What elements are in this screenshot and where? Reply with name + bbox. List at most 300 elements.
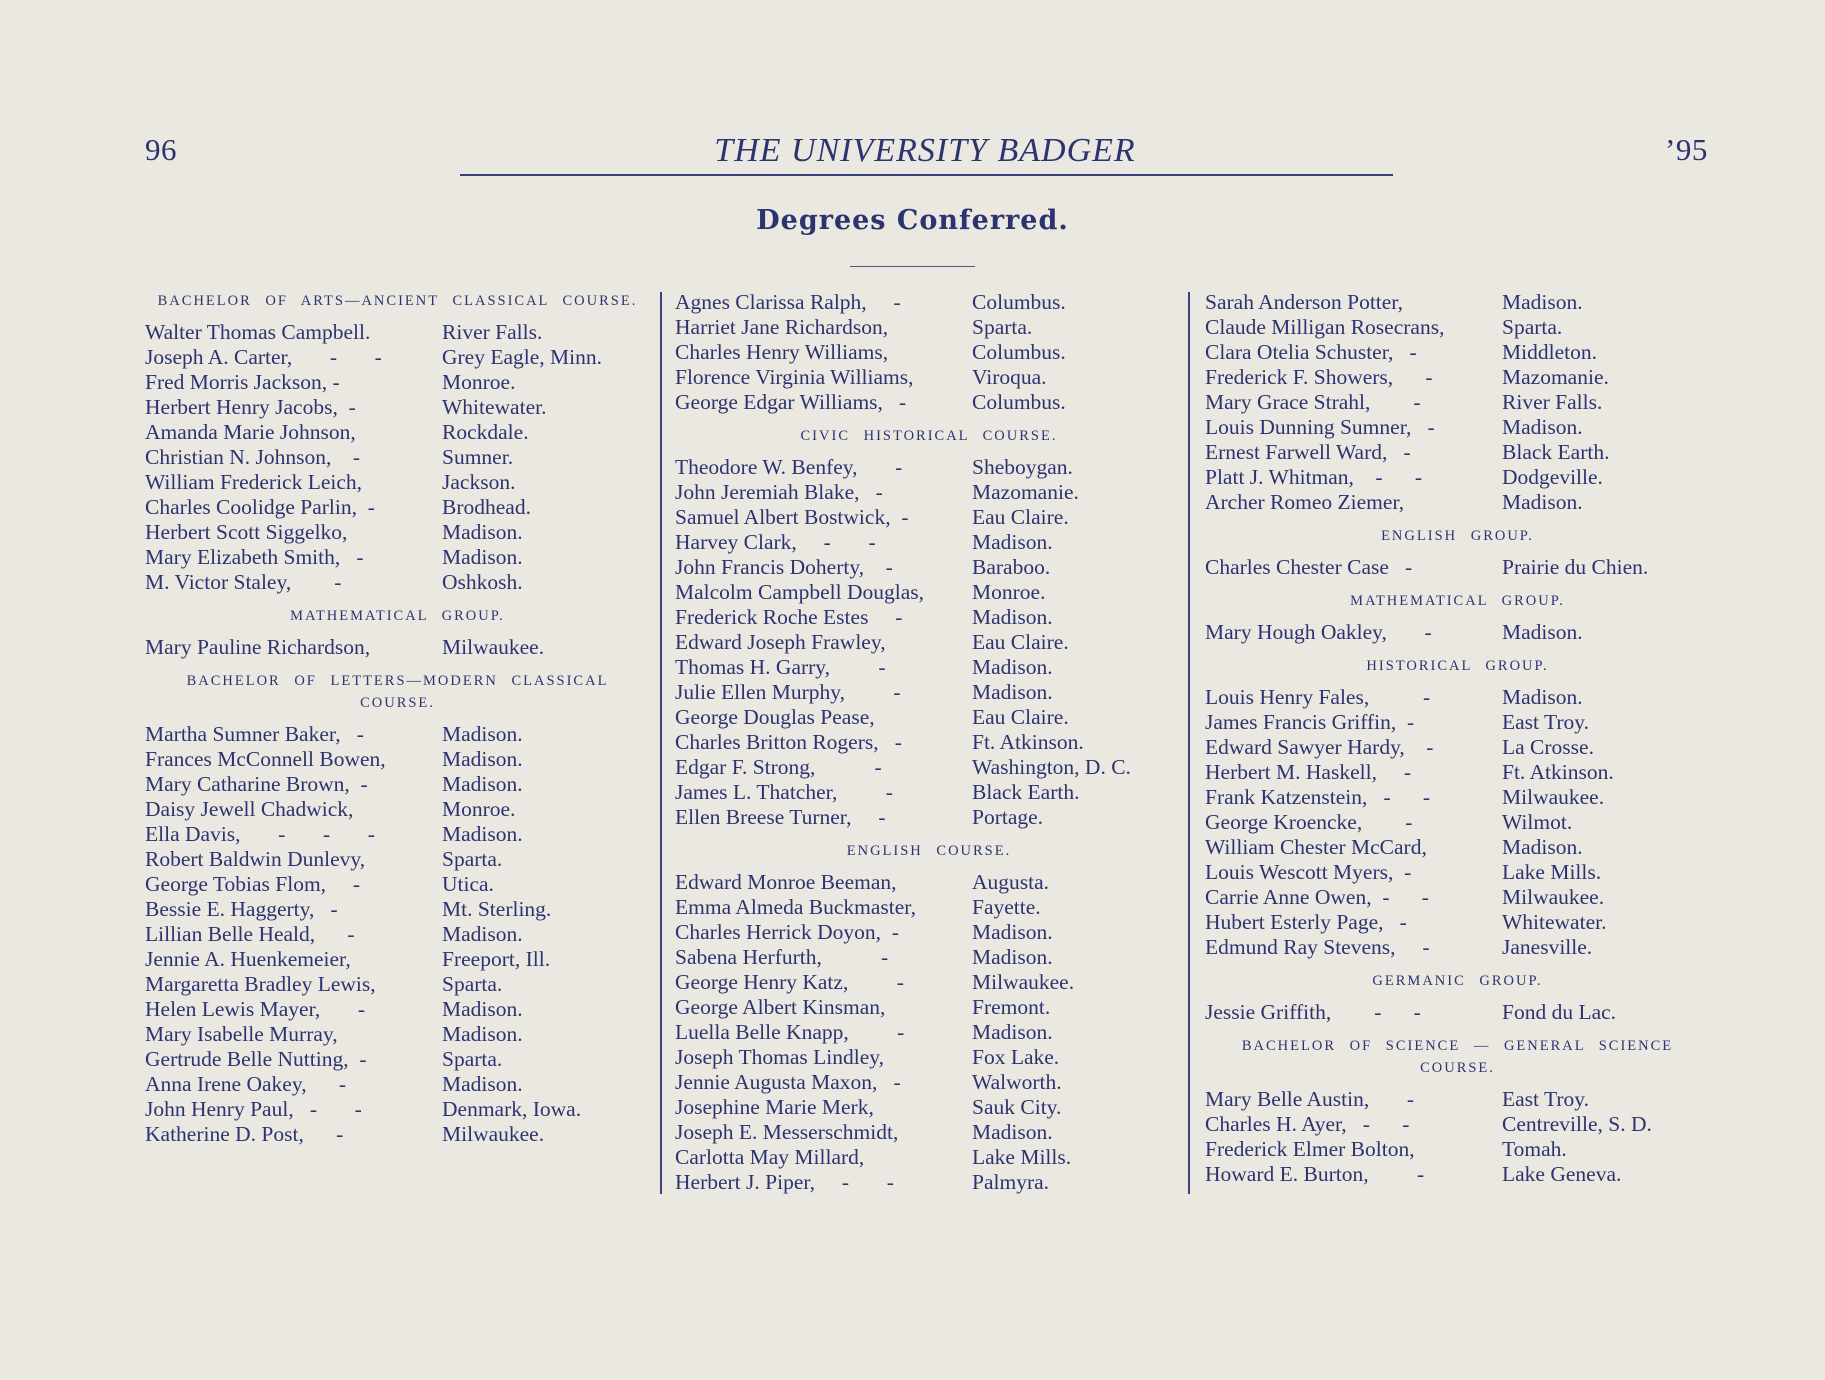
graduate-name: Mary Catharine Brown, - [145,772,368,796]
degree-section [1205,290,1710,515]
graduate-name: Christian N. Johnson, - [145,445,360,469]
graduate-hometown: Oshkosh. [442,570,523,594]
graduate-name: Theodore W. Benfey, - [675,455,903,479]
graduate-hometown: Monroe. [442,797,516,821]
graduate-entry [1205,1137,1710,1162]
heading-spacer [675,447,1183,455]
graduate-name: George Tobias Flom, - [145,872,361,896]
graduate-entry [675,580,1183,605]
graduate-name: Mary Pauline Richardson, [145,635,371,659]
graduate-hometown: Dodgeville. [1502,465,1603,489]
graduate-hometown: Sheboygan. [972,455,1073,479]
graduate-name: Mary Hough Oakley, - [1205,620,1432,644]
graduate-hometown: Sumner. [442,445,514,469]
graduate-entry [1205,390,1710,415]
graduate-hometown: East Troy. [1502,1087,1590,1111]
graduate-name: William Chester McCard, [1205,835,1427,859]
graduate-entry [1205,290,1710,315]
graduate-name: George Douglas Pease, [675,705,875,729]
graduate-name: Edward Joseph Frawley, [675,630,886,654]
graduate-entry [675,705,1183,730]
section-spacer [1205,580,1710,590]
graduate-entry [675,780,1183,805]
graduate-hometown: Grey Eagle, Minn. [442,345,603,369]
graduate-name: Mary Belle Austin, - [1205,1087,1415,1111]
graduate-hometown: Eau Claire. [972,630,1069,654]
graduate-name: Edward Monroe Beeman, [675,870,897,894]
graduate-name: James Francis Griffin, - [1205,710,1415,734]
graduate-name: Charles H. Ayer, - - [1205,1112,1410,1136]
degree-section [145,660,650,1147]
graduate-hometown: Fremont. [972,995,1051,1019]
graduate-hometown: Jackson. [442,470,516,494]
graduate-name: Malcolm Campbell Douglas, [675,580,925,604]
graduate-hometown: East Troy. [1502,710,1590,734]
graduate-entry [675,290,1183,315]
graduate-entry [675,455,1183,480]
graduate-hometown: Monroe. [972,580,1046,604]
graduate-entry [675,1070,1183,1095]
column-rule [660,292,662,1194]
degree-section [675,290,1183,415]
graduate-entry [675,390,1183,415]
graduate-name: Sarah Anderson Potter, [1205,290,1403,314]
column-rule [1188,292,1190,1194]
graduate-hometown: Madison. [972,680,1053,704]
graduate-entry [675,995,1183,1020]
graduate-name: Hubert Esterly Page, - [1205,910,1407,934]
graduate-entry [1205,490,1710,515]
graduate-entry [675,920,1183,945]
group-heading: CIVIC HISTORICAL COURSE. [800,428,1058,444]
section-spacer [1205,1025,1710,1035]
graduate-hometown: Eau Claire. [972,505,1069,529]
page-number: 96 [145,132,177,167]
graduate-entry [675,1020,1183,1045]
column-3 [1205,290,1710,1187]
graduate-entry [1205,340,1710,365]
section-title: Degrees Conferred. [756,205,1069,236]
graduate-hometown: Madison. [442,997,523,1021]
graduate-name: Charles Britton Rogers, - [675,730,902,754]
graduate-name: Herbert Scott Siggelko, [145,520,348,544]
graduate-name: Herbert J. Piper, - - [675,1170,894,1194]
graduate-name: Gertrude Belle Nutting, - [145,1047,367,1071]
graduate-name: Edgar F. Strong, - [675,755,882,779]
group-heading: ENGLISH COURSE. [846,843,1012,859]
degree-section [1205,580,1710,645]
graduate-name: William Frederick Leich, [145,470,363,494]
graduate-hometown: Madison. [972,1020,1053,1044]
graduate-entry [675,805,1183,830]
graduate-entry [1205,710,1710,735]
graduate-entry [145,822,650,847]
group-heading: GERMANIC GROUP. [1372,973,1543,989]
graduate-entry [1205,860,1710,885]
graduate-hometown: Madison. [972,920,1053,944]
graduate-hometown: Mazomanie. [1502,365,1609,389]
graduate-hometown: Washington, D. C. [972,755,1131,779]
graduate-name: Herbert Henry Jacobs, - [145,395,356,419]
section-spacer [145,595,650,605]
graduate-entry [145,545,650,570]
graduate-name: Ellen Breese Turner, - [675,805,886,829]
graduate-hometown: Brodhead. [442,495,531,519]
graduate-name: Mary Grace Strahl, - [1205,390,1421,414]
graduate-entry [1205,760,1710,785]
graduate-hometown: Denmark, Iowa. [442,1097,582,1121]
degree-section [1205,645,1710,960]
graduate-entry [145,420,650,445]
graduate-entry [1205,685,1710,710]
graduate-name: Frederick Roche Estes - [675,605,903,629]
graduate-hometown: Sparta. [442,972,503,996]
graduate-name: Edmund Ray Stevens, - [1205,935,1430,959]
running-title: THE UNIVERSITY BADGER [714,132,1136,169]
graduate-entry [145,1047,650,1072]
group-heading: MATHEMATICAL GROUP. [290,608,505,624]
graduate-name: Lillian Belle Heald, - [145,922,355,946]
graduate-name: Fred Morris Jackson, - [145,370,340,394]
graduate-hometown: Madison. [1502,290,1583,314]
graduate-entry [1205,735,1710,760]
degree-section [1205,960,1710,1025]
graduate-entry [675,680,1183,705]
graduate-hometown: Portage. [972,805,1044,829]
graduate-name: John Jeremiah Blake, - [675,480,883,504]
degree-section [1205,515,1710,580]
graduate-name: Sabena Herfurth, - [675,945,889,969]
graduate-entry [675,945,1183,970]
graduate-name: Jennie Augusta Maxon, - [675,1070,901,1094]
graduate-name: Luella Belle Knapp, - [675,1020,905,1044]
graduate-entry [675,340,1183,365]
graduate-hometown: Madison. [1502,415,1583,439]
graduate-name: Louis Henry Fales, - [1205,685,1431,709]
graduate-entry [145,520,650,545]
graduate-hometown: Milwaukee. [972,970,1075,994]
graduate-entry [1205,1162,1710,1187]
graduate-entry [145,345,650,370]
graduate-entry [1205,835,1710,860]
graduate-name: Ella Davis, - - - [145,822,375,846]
graduate-name: Robert Baldwin Dunlevy, [145,847,366,871]
graduate-entry [145,972,650,997]
graduate-entry [675,1120,1183,1145]
graduate-name: Harvey Clark, - - [675,530,876,554]
graduate-entry [675,655,1183,680]
graduate-hometown: La Crosse. [1502,735,1594,759]
graduate-hometown: Madison. [442,822,523,846]
graduate-entry [1205,885,1710,910]
graduate-hometown: Columbus. [972,390,1066,414]
graduate-entry [145,470,650,495]
graduate-name: Charles Coolidge Parlin, - [145,495,375,519]
graduate-name: Agnes Clarissa Ralph, - [675,290,901,314]
graduate-name: Mary Isabelle Murray, [145,1022,338,1046]
section-spacer [145,660,650,670]
year-mark: ’95 [1665,132,1708,167]
title-rule [850,266,975,267]
graduate-entry [1205,415,1710,440]
graduate-entry [145,897,650,922]
graduate-name: Jennie A. Huenkemeier, [145,947,351,971]
graduate-entry [1205,555,1710,580]
graduate-hometown: Utica. [442,872,494,896]
graduate-entry [1205,1087,1710,1112]
degree-section [145,595,650,660]
graduate-name: Emma Almeda Buckmaster, [675,895,916,919]
graduate-entry [675,870,1183,895]
graduate-name: Walter Thomas Campbell. [145,320,371,344]
graduate-name: Charles Henry Williams, [675,340,889,364]
graduate-name: Anna Irene Oakey, - [145,1072,346,1096]
graduate-name: Howard E. Burton, - [1205,1162,1425,1186]
graduate-name: Margaretta Bradley Lewis, [145,972,376,996]
graduate-entry [675,895,1183,920]
graduate-name: Charles Chester Case - [1205,555,1413,579]
graduate-hometown: Madison. [442,772,523,796]
graduate-hometown: Sparta. [442,847,503,871]
graduate-entry [675,1045,1183,1070]
graduate-name: Samuel Albert Bostwick, - [675,505,909,529]
group-heading: MATHEMATICAL GROUP. [1350,593,1565,609]
graduate-entry [675,630,1183,655]
graduate-name: Martha Sumner Baker, - [145,722,364,746]
graduate-hometown: Fayette. [972,895,1041,919]
graduate-hometown: Milwaukee. [442,1122,545,1146]
graduate-name: Helen Lewis Mayer, - [145,997,366,1021]
graduate-hometown: Monroe. [442,370,516,394]
graduate-hometown: Lake Geneva. [1502,1162,1622,1186]
graduate-entry [145,635,650,660]
graduate-name: Harriet Jane Richardson, [675,315,889,339]
graduate-hometown: Madison. [972,1120,1053,1144]
graduate-hometown: Freeport, Ill. [442,947,551,971]
heading-spacer [145,714,650,722]
graduate-hometown: River Falls. [442,320,543,344]
graduate-entry [145,747,650,772]
graduate-name: Herbert M. Haskell, - [1205,760,1411,784]
graduate-entry [1205,365,1710,390]
graduate-hometown: Columbus. [972,290,1066,314]
graduate-hometown: Madison. [442,1072,523,1096]
graduate-hometown: Madison. [442,922,523,946]
graduate-entry [675,1095,1183,1120]
group-heading: BACHELOR OF LETTERS—MODERN CLASSICAL COURSE. [186,673,609,711]
graduate-entry [1205,315,1710,340]
graduate-entry [145,445,650,470]
graduate-name: Claude Milligan Rosecrans, [1205,315,1445,339]
graduate-hometown: Madison. [1502,685,1583,709]
graduate-hometown: Middleton. [1502,340,1597,364]
graduate-entry [675,530,1183,555]
graduate-hometown: Lake Mills. [972,1145,1072,1169]
graduate-name: Frederick F. Showers, - [1205,365,1433,389]
graduate-hometown: Madison. [1502,490,1583,514]
graduate-hometown: Sauk City. [972,1095,1062,1119]
graduate-name: George Albert Kinsman, [675,995,886,1019]
column-2 [675,290,1183,1195]
graduate-entry [675,755,1183,780]
section-spacer [1205,645,1710,655]
graduate-entry [675,480,1183,505]
graduate-hometown: Black Earth. [1502,440,1610,464]
heading-spacer [1205,547,1710,555]
graduate-hometown: Whitewater. [1502,910,1607,934]
section-spacer [675,415,1183,425]
graduate-entry [1205,1000,1710,1025]
graduate-name: Frederick Elmer Bolton, [1205,1137,1415,1161]
graduate-entry [1205,465,1710,490]
heading-spacer [1205,677,1710,685]
group-heading: ENGLISH GROUP. [1381,528,1534,544]
graduate-name: George Kroencke, - [1205,810,1413,834]
graduate-name: Carlotta May Millard, [675,1145,865,1169]
graduate-entry [675,505,1183,530]
graduate-entry [145,320,650,345]
graduate-entry [145,997,650,1022]
heading-spacer [145,312,650,320]
graduate-entry [1205,810,1710,835]
graduate-entry [675,365,1183,390]
graduate-hometown: Augusta. [972,870,1050,894]
graduate-hometown: River Falls. [1502,390,1603,414]
graduate-entry [1205,935,1710,960]
graduate-hometown: Milwaukee. [1502,885,1605,909]
graduate-entry [1205,785,1710,810]
graduate-name: Katherine D. Post, - [145,1122,344,1146]
graduate-entry [145,395,650,420]
graduate-hometown: Ft. Atkinson. [1502,760,1614,784]
section-spacer [1205,960,1710,970]
heading-spacer [1205,1079,1710,1087]
heading-spacer [675,862,1183,870]
graduate-name: Joseph E. Messerschmidt, [675,1120,899,1144]
graduate-name: Mary Elizabeth Smith, - [145,545,364,569]
graduate-hometown: Madison. [972,605,1053,629]
graduate-hometown: Mt. Sterling. [442,897,552,921]
graduate-name: Clara Otelia Schuster, - [1205,340,1417,364]
graduate-hometown: Sparta. [442,1047,503,1071]
graduate-name: John Henry Paul, - - [145,1097,362,1121]
graduate-hometown: Sparta. [972,315,1033,339]
graduate-hometown: Wilmot. [1502,810,1573,834]
graduate-hometown: Madison. [972,655,1053,679]
graduate-entry [675,1145,1183,1170]
graduate-hometown: Madison. [442,722,523,746]
graduate-entry [1205,910,1710,935]
group-heading: BACHELOR OF ARTS—ANCIENT CLASSICAL COURSE. [157,293,638,309]
graduate-entry [145,370,650,395]
graduate-hometown: Eau Claire. [972,705,1069,729]
heading-spacer [1205,612,1710,620]
graduate-name: Julie Ellen Murphy, - [675,680,901,704]
column-1 [145,290,650,1147]
graduate-name: Carrie Anne Owen, - - [1205,885,1429,909]
graduate-hometown: Walworth. [972,1070,1062,1094]
graduate-name: M. Victor Staley, - [145,570,342,594]
graduate-hometown: Ft. Atkinson. [972,730,1084,754]
graduate-entry [145,495,650,520]
graduate-hometown: Fox Lake. [972,1045,1060,1069]
graduate-name: Archer Romeo Ziemer, [1205,490,1405,514]
graduate-entry [145,1122,650,1147]
graduate-name: Charles Herrick Doyon, - [675,920,899,944]
graduate-hometown: Black Earth. [972,780,1080,804]
graduate-hometown: Mazomanie. [972,480,1079,504]
heading-spacer [1205,992,1710,1000]
graduate-entry [145,872,650,897]
graduate-hometown: Viroqua. [972,365,1047,389]
graduate-name: Platt J. Whitman, - - [1205,465,1422,489]
graduate-entry [145,847,650,872]
graduate-entry [675,1170,1183,1195]
degree-section [675,830,1183,1195]
graduate-entry [145,570,650,595]
graduate-entry [675,315,1183,340]
graduate-name: Jessie Griffith, - - [1205,1000,1421,1024]
graduate-entry [1205,1112,1710,1137]
graduate-hometown: Madison. [972,530,1053,554]
graduate-name: James L. Thatcher, - [675,780,893,804]
graduate-hometown: Madison. [442,545,523,569]
graduate-name: Frances McConnell Bowen, [145,747,386,771]
graduate-name: George Henry Katz, - [675,970,904,994]
graduate-name: Louis Dunning Sumner, - [1205,415,1435,439]
graduate-hometown: Tomah. [1502,1137,1567,1161]
group-heading: BACHELOR OF SCIENCE — GENERAL SCIENCE COURSE. [1241,1038,1674,1076]
graduate-entry [145,1022,650,1047]
graduate-name: Daisy Jewell Chadwick, [145,797,354,821]
graduate-name: Frank Katzenstein, - - [1205,785,1431,809]
graduate-hometown: Madison. [1502,620,1583,644]
graduate-entry [675,555,1183,580]
section-spacer [1205,515,1710,525]
graduate-name: Amanda Marie Johnson, [145,420,356,444]
graduate-hometown: Milwaukee. [1502,785,1605,809]
graduate-entry [1205,620,1710,645]
graduate-entry [1205,440,1710,465]
graduate-entry [145,797,650,822]
graduate-hometown: Lake Mills. [1502,860,1602,884]
degree-section [1205,1025,1710,1187]
heading-spacer [145,627,650,635]
graduate-hometown: Sparta. [1502,315,1563,339]
graduate-hometown: Milwaukee. [442,635,545,659]
graduate-entry [145,772,650,797]
graduate-hometown: Whitewater. [442,395,547,419]
graduate-hometown: Madison. [442,747,523,771]
graduate-hometown: Madison. [442,520,523,544]
header-rule [460,174,1393,176]
graduate-entry [675,970,1183,995]
degree-section [145,290,650,595]
graduate-name: Louis Wescott Myers, - [1205,860,1412,884]
graduate-hometown: Madison. [1502,835,1583,859]
graduate-hometown: Centreville, S. D. [1502,1112,1652,1136]
degree-section [675,415,1183,830]
graduate-hometown: Columbus. [972,340,1066,364]
graduate-name: Bessie E. Haggerty, - [145,897,338,921]
graduate-name: Thomas H. Garry, - [675,655,886,679]
graduate-hometown: Janesville. [1502,935,1593,959]
graduate-hometown: Madison. [972,945,1053,969]
graduate-entry [675,730,1183,755]
graduate-entry [675,605,1183,630]
graduate-hometown: Prairie du Chien. [1502,555,1649,579]
graduate-hometown: Fond du Lac. [1502,1000,1617,1024]
